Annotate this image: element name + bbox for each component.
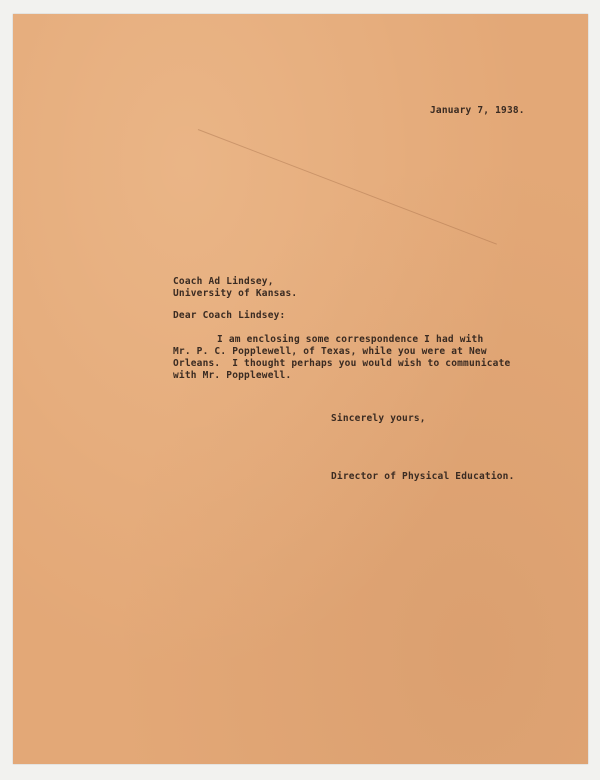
body-line-2: Mr. P. C. Popplewell, of Texas, while you were at New: [173, 346, 487, 357]
signature-title: Director of Physical Education.: [331, 471, 515, 482]
letter-date: January 7, 1938.: [430, 105, 525, 116]
body-line-3: Orleans. I thought perhaps you would wish to communicate: [173, 358, 511, 369]
letter-page: [13, 14, 588, 764]
salutation: Dear Coach Lindsey:: [173, 310, 286, 321]
recipient-institution: University of Kansas.: [173, 288, 298, 299]
paper-crease: [198, 129, 497, 245]
closing: Sincerely yours,: [331, 413, 426, 424]
recipient-name: Coach Ad Lindsey,: [173, 276, 274, 287]
body-line-4: with Mr. Popplewell.: [173, 370, 292, 381]
body-line-1: I am enclosing some correspondence I had with: [217, 334, 484, 345]
